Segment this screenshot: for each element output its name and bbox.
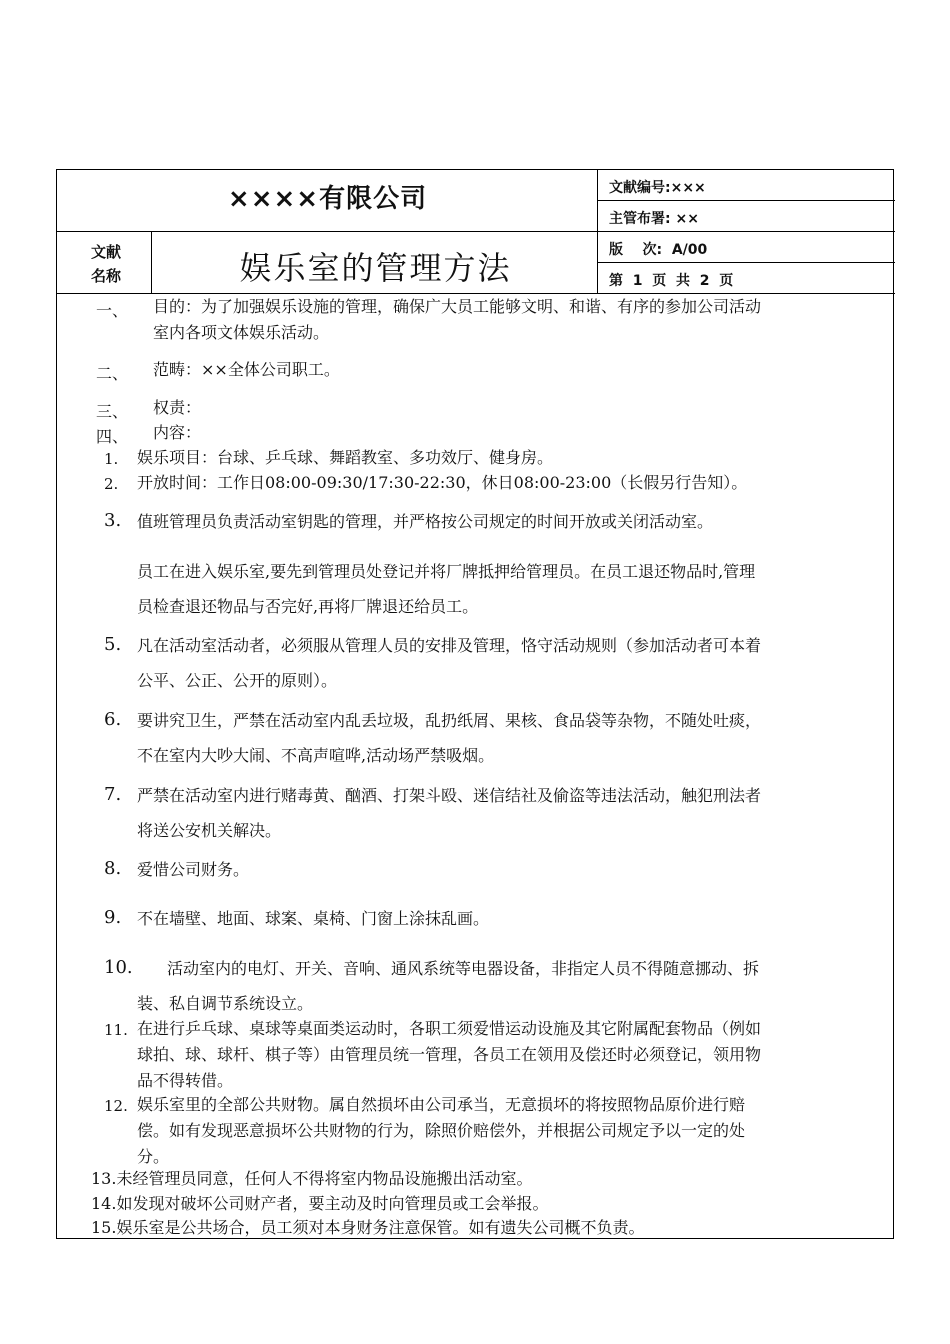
item-4-line-2: 员检查退还物品与否完好,再将厂牌退还给员工。	[137, 597, 479, 616]
section-2-number: 二、	[96, 364, 129, 383]
department: 主管布署: ××	[609, 211, 699, 227]
item-6-line-2: 不在室内大吵大闹、不高声喧哗,活动场严禁吸烟。	[137, 746, 495, 765]
document-title: 娱乐室的管理方法	[239, 249, 512, 287]
document-name-label-line1: 文献	[90, 243, 121, 261]
item-10-number: 10.	[104, 957, 133, 978]
item-5-line-2: 公平、公正、公开的原则）。	[137, 671, 338, 690]
item-14-text: 14.如发现对破坏公司财产者，要主动及时向管理员或工会举报。	[91, 1194, 549, 1213]
meta-divider-3	[598, 262, 895, 263]
section-1-line-2: 室内各项文体娱乐活动。	[153, 323, 330, 342]
item-12-number: 12.	[104, 1097, 128, 1115]
page-info: 第 1 页 共 2 页	[609, 273, 734, 289]
item-4-line-1: 员工在进入娱乐室,要先到管理员处登记并将厂牌抵押给管理员。在员工退还物品时,管理	[137, 562, 756, 581]
item-12-line-1: 娱乐室里的全部公共财物。属自然损坏由公司承当，无意损坏的将按照物品原价进行赔	[137, 1095, 746, 1114]
document-number: 文献编号:×××	[609, 180, 706, 196]
section-3-text: 权责：	[153, 398, 202, 417]
item-3-text: 值班管理员负责活动室钥匙的管理，并严格按公司规定的时间开放或关闭活动室。	[137, 512, 714, 531]
item-9-text: 不在墙壁、地面、球案、桌椅、门窗上涂抹乱画。	[137, 909, 490, 928]
item-7-number: 7.	[104, 784, 122, 805]
item-1-text: 娱乐项目：台球、乒乓球、舞蹈教室、多功效厅、健身房。	[137, 448, 554, 467]
item-7-line-1: 严禁在活动室内进行赌毒黄、酗酒、打架斗殴、迷信结社及偷盗等违法活动，触犯刑法者	[137, 786, 762, 805]
section-4-number: 四、	[96, 427, 129, 446]
document-name-label-line2: 名称	[90, 267, 121, 285]
meta-divider-1	[598, 200, 895, 201]
item-12-line-3: 分。	[137, 1147, 170, 1166]
item-12-line-2: 偿。如有发现恶意损坏公共财物的行为，除照价赔偿外，并根据公司规定予以一定的处	[137, 1121, 746, 1140]
item-3-number: 3.	[104, 510, 122, 531]
item-11-number: 11.	[104, 1021, 128, 1039]
item-6-line-1: 要讲究卫生，严禁在活动室内乱丢垃圾，乱扔纸屑、果核、食品袋等杂物，不随处吐痰，	[137, 711, 762, 730]
item-2-text: 开放时间：工作日08:00-09:30/17:30-22:30，休日08:00-23:00（长假另行告知）。	[137, 473, 748, 492]
section-1-line-1: 目的：为了加强娱乐设施的管理，确保广大员工能够文明、和谐、有序的参加公司活动	[153, 297, 762, 316]
item-13-text: 13.未经管理员同意，任何人不得将室内物品设施搬出活动室。	[91, 1169, 533, 1188]
meta-divider-2	[598, 231, 895, 232]
item-11-line-3: 品不得转借。	[137, 1071, 234, 1090]
item-8-text: 爱惜公司财务。	[137, 860, 250, 879]
document-name-label	[71, 240, 141, 288]
item-5-number: 5.	[104, 634, 122, 655]
item-1-number: 1.	[104, 450, 119, 468]
version: 版 次: A/00	[609, 242, 708, 258]
section-1-number: 一、	[96, 301, 129, 320]
item-9-number: 9.	[104, 907, 122, 928]
item-15-text: 15.娱乐室是公共场合，员工须对本身财务注意保管。如有遗失公司概不负责。	[91, 1218, 645, 1237]
item-6-number: 6.	[104, 709, 122, 730]
item-2-number: 2.	[104, 475, 119, 493]
section-2-text: 范畴：××全体公司职工。	[153, 360, 340, 379]
section-3-number: 三、	[96, 402, 129, 421]
item-10-line-2: 装、私自调节系统设立。	[137, 994, 314, 1013]
section-4-text: 内容：	[153, 423, 202, 442]
item-8-number: 8.	[104, 858, 122, 879]
header-divider-left	[57, 231, 598, 232]
item-11-line-1: 在进行乒乓球、桌球等桌面类运动时，各职工须爱惜运动设施及其它附属配套物品（例如	[137, 1019, 762, 1038]
item-10-line-1: 活动室内的电灯、开关、音响、通风系统等电器设备，非指定人员不得随意挪动、拆	[167, 959, 760, 978]
item-7-line-2: 将送公安机关解决。	[137, 821, 282, 840]
company-name: ××××有限公司	[227, 184, 428, 214]
item-5-line-1: 凡在活动室活动者，必须服从管理人员的安排及管理，恪守活动规则（参加活动者可本着	[137, 636, 762, 655]
item-11-line-2: 球拍、球、球杆、棋子等）由管理员统一管理，各员工在领用及偿还时必须登记，领用物	[137, 1045, 762, 1064]
